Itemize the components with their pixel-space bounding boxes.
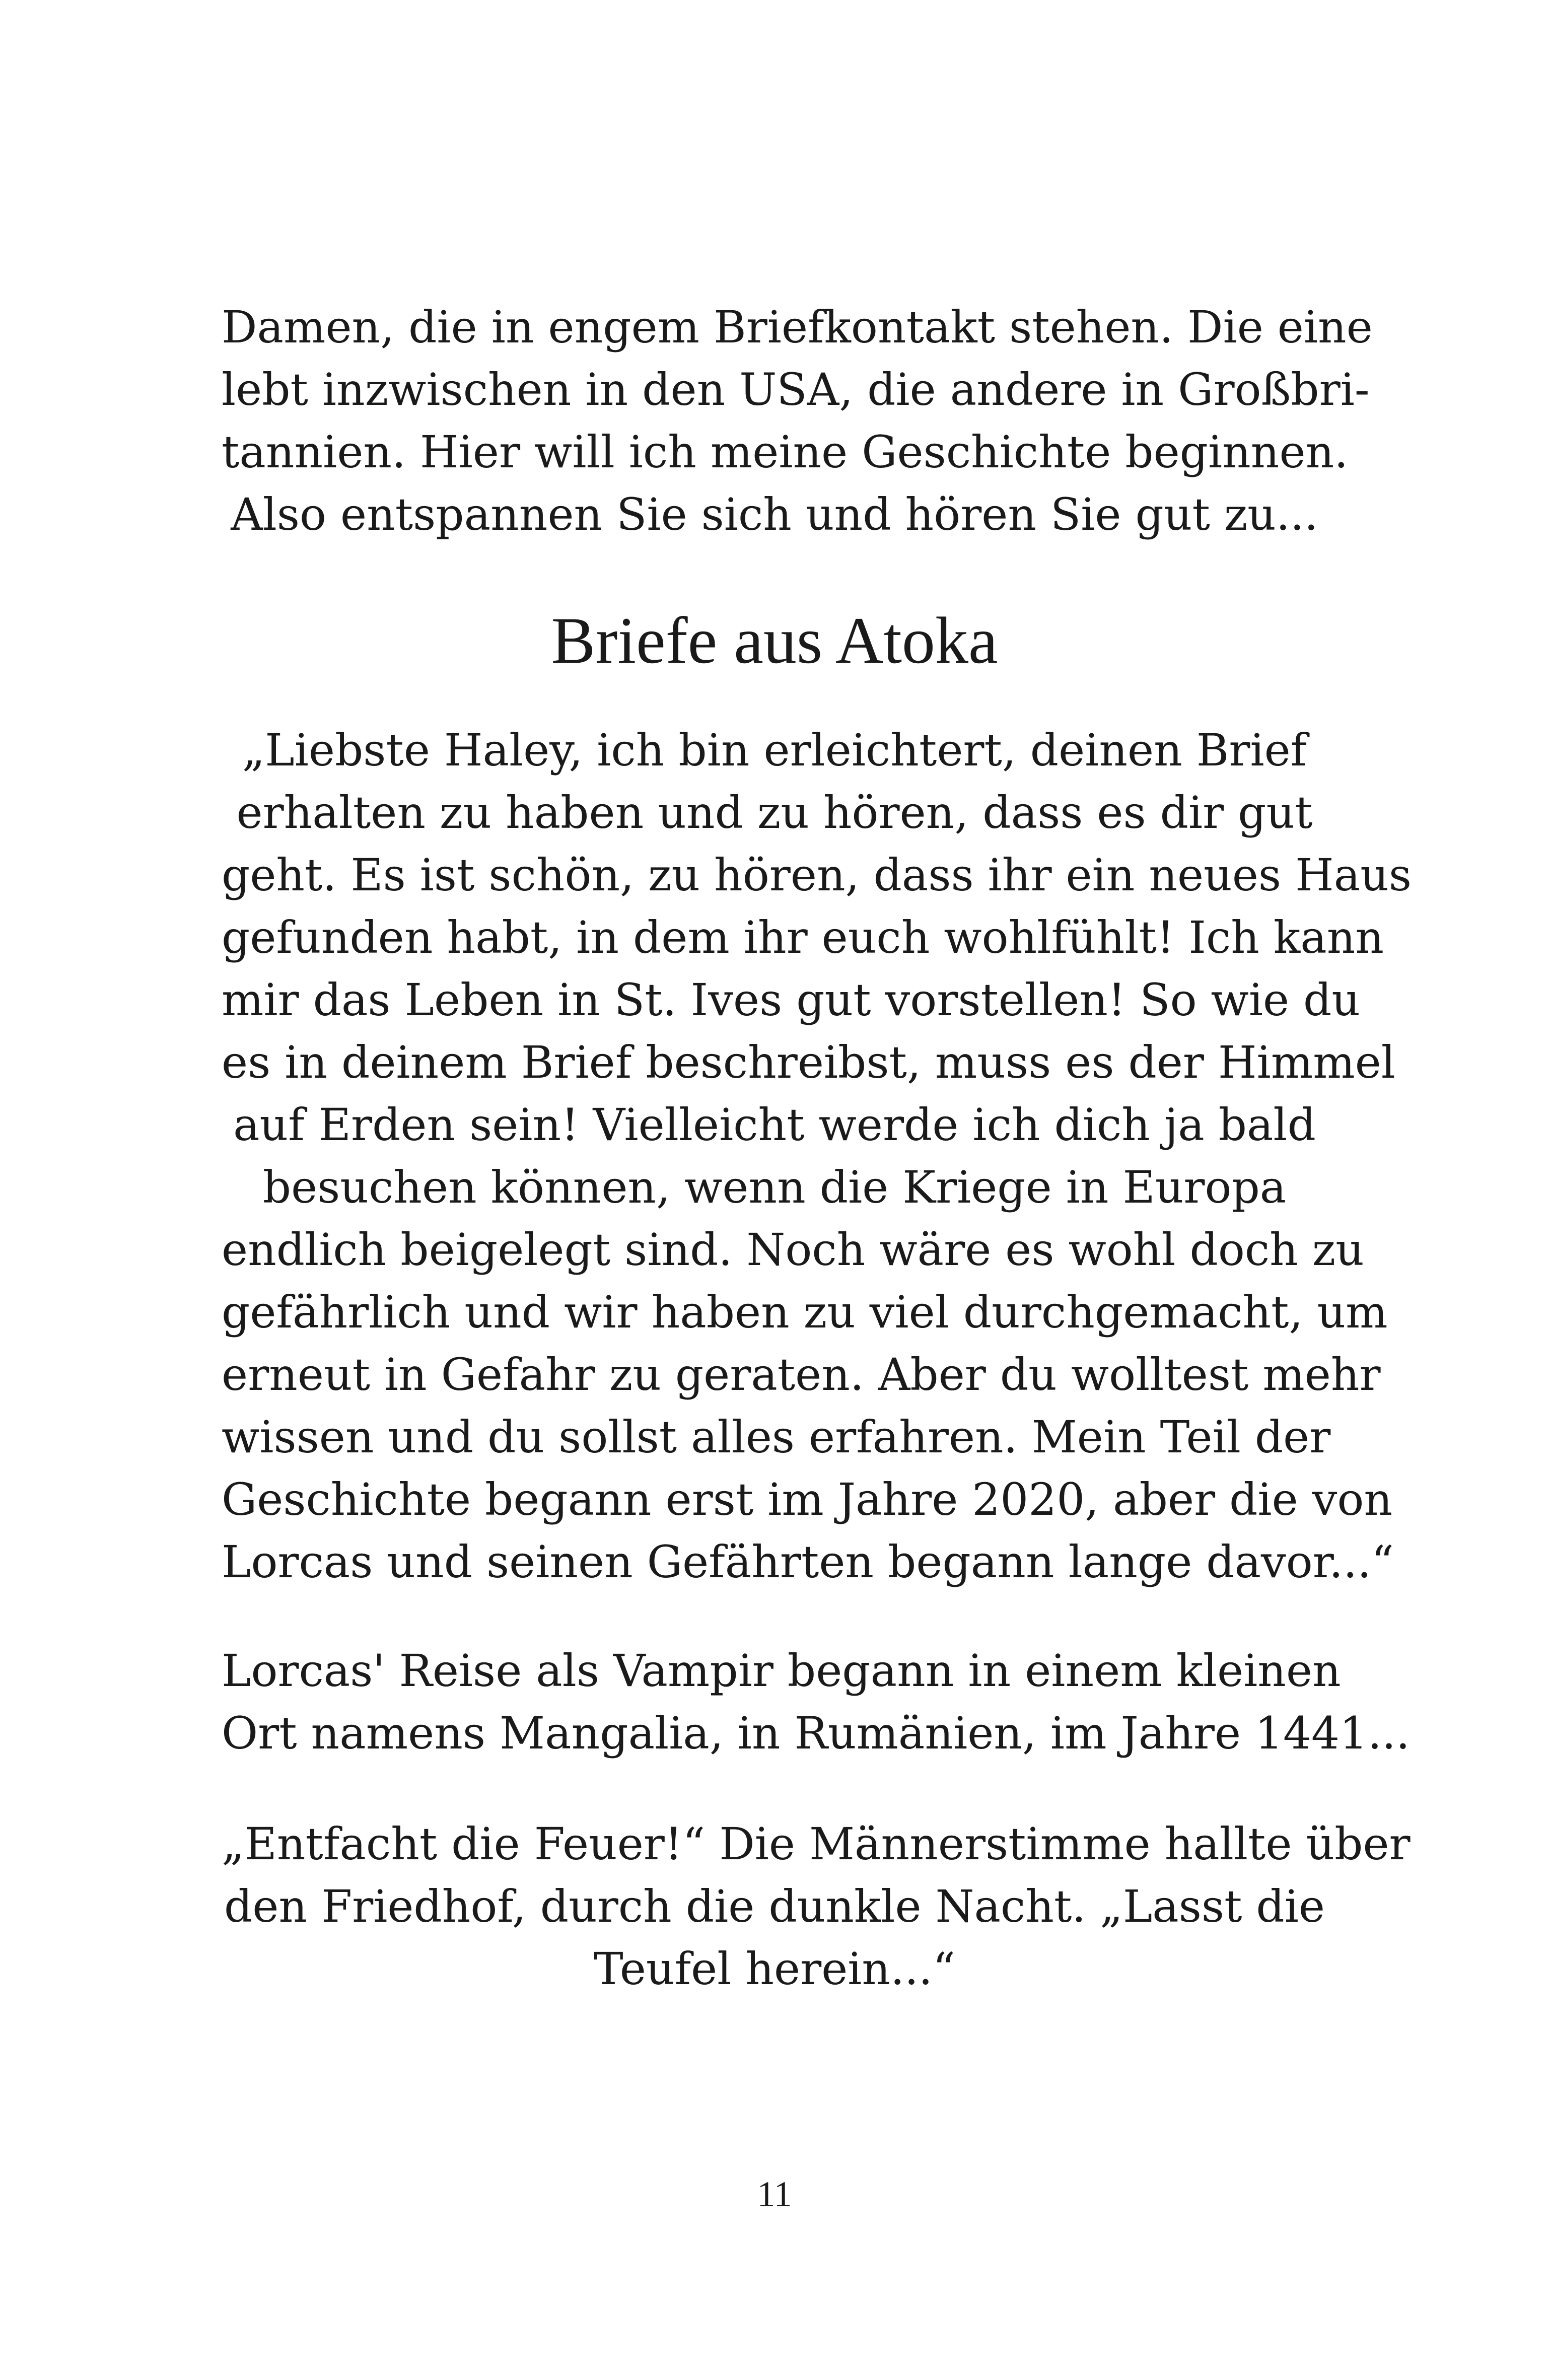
paragraph-letter <box>222 719 1412 1593</box>
paragraph-intro <box>222 296 1373 546</box>
text-line: „Entfacht die Feuer!“ Die Männerstimme hallte über <box>222 1818 1411 1870</box>
text-line: Geschichte begann erst im Jahre 2020, aber die von <box>222 1474 1392 1525</box>
text-line: Lorcas und seinen Gefährten begann lange davor...“ <box>222 1536 1394 1588</box>
paragraph-journey <box>222 1640 1410 1765</box>
text-line: Teufel herein...“ <box>593 1943 955 1995</box>
text-line: den Friedhof, durch die dunkle Nacht. „Lasst die <box>224 1880 1325 1932</box>
text-line: Also entspannen Sie sich und hören Sie gut zu... <box>231 488 1318 540</box>
text-line: gefunden habt, in dem ihr euch wohlfühlt! Ich kann <box>222 912 1384 963</box>
text-line: Damen, die in engem Briefkontakt stehen. Die eine <box>222 301 1373 353</box>
text-line: endlich beigelegt sind. Noch wäre es wohl doch zu <box>222 1224 1364 1276</box>
text-line: besuchen können, wenn die Kriege in Europa <box>262 1161 1287 1213</box>
text-line: Ort namens Mangalia, in Rumänien, im Jahre 1441... <box>222 1707 1410 1759</box>
paragraph-dialogue <box>222 1813 1411 2000</box>
chapter-heading: Briefe aus Atoka <box>551 603 998 677</box>
text-line: wissen und du sollst alles erfahren. Mein Teil der <box>222 1411 1331 1463</box>
text-line: lebt inzwischen in den USA, die andere in Großbri- <box>222 364 1370 415</box>
text-line: gefährlich und wir haben zu viel durchgemacht, um <box>222 1286 1388 1338</box>
text-line: mir das Leben in St. Ives gut vorstellen! So wie du <box>222 974 1361 1026</box>
page-number: 11 <box>757 2174 792 2214</box>
text-line: erneut in Gefahr zu geraten. Aber du wolltest mehr <box>222 1349 1381 1401</box>
text-line: Lorcas' Reise als Vampir begann in einem kleinen <box>222 1645 1341 1697</box>
text-line: geht. Es ist schön, zu hören, dass ihr ein neues Haus <box>222 849 1412 901</box>
text-line: erhalten zu haben und zu hören, dass es dir gut <box>236 787 1313 838</box>
text-line: tannien. Hier will ich meine Geschichte beginnen. <box>222 426 1349 478</box>
text-line: „Liebste Haley, ich bin erleichtert, deinen Brief <box>242 724 1307 776</box>
text-line: auf Erden sein! Vielleicht werde ich dich ja bald <box>233 1099 1316 1151</box>
text-line: es in deinem Brief beschreibst, muss es der Himmel <box>222 1036 1395 1088</box>
